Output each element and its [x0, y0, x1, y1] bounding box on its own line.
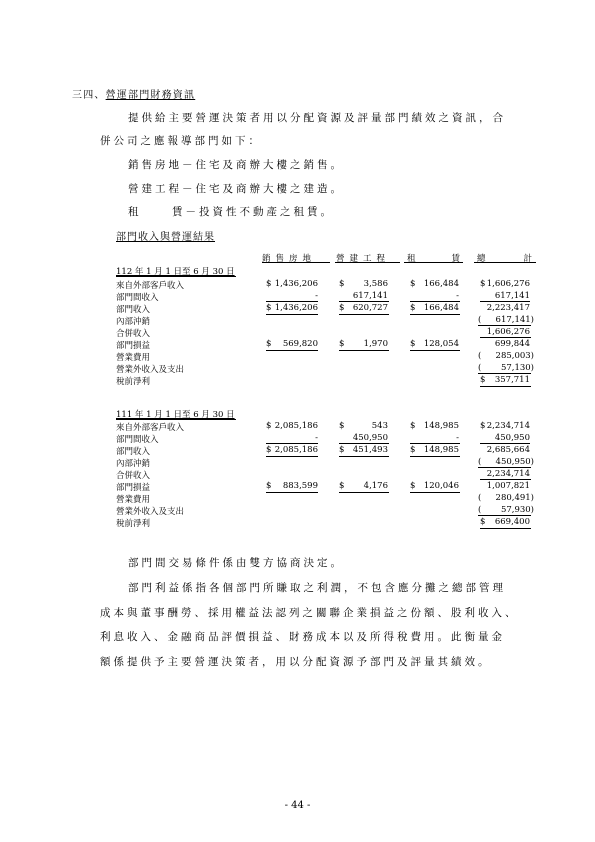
header-underline-1 — [262, 262, 330, 263]
cell-value: 699,844 — [494, 339, 530, 349]
double-line — [410, 350, 460, 351]
cell-paren: ( — [478, 505, 482, 515]
cell-dollar: $ — [480, 375, 486, 385]
cell-value: 280,491) — [495, 493, 534, 503]
cell-dollar: $ — [410, 481, 416, 491]
double-line — [266, 492, 318, 493]
cell-dollar: $ — [266, 445, 272, 455]
cell-dollar: $ — [480, 517, 486, 527]
cell-dollar: $ — [410, 445, 416, 455]
cell-value: 120,046 — [423, 481, 459, 491]
col-header-sales: 銷售房地 — [262, 254, 317, 264]
cell-value: 57,930) — [500, 505, 534, 515]
cell-value: - — [456, 291, 459, 301]
subtotal-line — [478, 467, 531, 468]
subtotal-line — [410, 443, 460, 444]
header-underline-4 — [474, 262, 536, 263]
section-title: 營運部門財務資訊 — [105, 90, 196, 101]
row-label: 部門間收入 — [116, 435, 159, 445]
double-line — [410, 456, 460, 457]
cell-value: - — [456, 433, 459, 443]
cell-value: 450,950) — [495, 457, 534, 467]
row-label: 來自外部客戶收入 — [116, 423, 185, 433]
row-label: 部門損益 — [116, 483, 151, 493]
double-line — [480, 528, 531, 529]
cell-value: 2,685,664 — [486, 445, 530, 455]
period-label-112: 112 年 1 月 1 日至 6 月 30 日 — [116, 267, 235, 277]
note-2-line-1: 部門利益係指各個部門所賺取之利潤，不包含應分攤之總部管理 — [128, 582, 506, 594]
row-label: 營業外收入及支出 — [116, 365, 185, 375]
double-line — [266, 314, 318, 315]
cell-value: 148,985 — [423, 445, 459, 455]
cell-dollar: $ — [480, 279, 486, 289]
cell-dollar: $ — [410, 279, 416, 289]
cell-dollar: $ — [410, 339, 416, 349]
double-line — [266, 350, 318, 351]
cell-value: 617,141) — [495, 315, 534, 325]
row-label: 合併收入 — [116, 471, 151, 481]
cell-value: 569,820 — [282, 339, 318, 349]
cell-value: 450,950 — [494, 433, 530, 443]
col-header-lease-text: 租賃 — [407, 254, 497, 264]
row-label: 來自外部客戶收入 — [116, 281, 185, 291]
cell-value: 451,493 — [352, 445, 388, 455]
double-line — [339, 350, 389, 351]
cell-value: - — [315, 433, 318, 443]
cell-dollar: $ — [266, 279, 272, 289]
row-label: 部門間收入 — [116, 293, 159, 303]
cell-dollar: $ — [339, 481, 345, 491]
row-label: 營業外收入及支出 — [116, 507, 185, 517]
cell-value: 617,141 — [352, 291, 388, 301]
cell-value: 669,400 — [494, 517, 530, 527]
subtotal-line — [480, 301, 530, 302]
cell-dollar: $ — [410, 303, 416, 313]
cell-dollar: $ — [266, 339, 272, 349]
row-label: 稅前淨利 — [116, 377, 151, 387]
double-line — [339, 314, 389, 315]
cell-value: 543 — [371, 421, 388, 431]
cell-paren: ( — [478, 457, 482, 467]
col-header-total-text: 總計 — [477, 254, 571, 264]
double-line — [410, 492, 460, 493]
cell-value: 57,130) — [500, 363, 534, 373]
cell-paren: ( — [478, 493, 482, 503]
cell-value: 1,436,206 — [274, 279, 318, 289]
cell-value: 2,234,714 — [486, 469, 530, 479]
cell-value: 166,484 — [423, 303, 459, 313]
cell-value: 1,606,276 — [486, 327, 530, 337]
row-label: 部門損益 — [116, 341, 151, 351]
row-label: 部門收入 — [116, 447, 151, 457]
cell-value: 1,436,206 — [274, 303, 318, 313]
double-line — [266, 456, 318, 457]
note-2-line-2: 成本與董事酬勞、採用權益法認列之關聯企業損益之份額、股利收入、 — [100, 607, 519, 619]
row-label: 合併收入 — [116, 329, 151, 339]
segment-lease-name: 租 — [128, 206, 142, 218]
cell-dollar: $ — [266, 303, 272, 313]
cell-value: - — [315, 291, 318, 301]
cell-dollar: $ — [480, 421, 486, 431]
cell-value: 3,586 — [363, 279, 388, 289]
intro-line-1: 提供給主要營運決策者用以分配資源及評量部門績效之資訊，合 — [128, 112, 506, 124]
row-label: 營業費用 — [116, 495, 151, 505]
header-underline-3 — [404, 262, 463, 263]
table-title: 部門收入與營運結果 — [116, 232, 215, 243]
cell-paren: ( — [478, 315, 482, 325]
subtotal-line — [339, 443, 389, 444]
col-header-construction: 營建工程 — [336, 254, 391, 264]
note-2-line-3: 利息收入、金融商品評價損益、財務成本以及所得稅費用。此衡量金 — [100, 631, 505, 643]
double-line — [480, 479, 531, 480]
cell-value: 148,985 — [423, 421, 459, 431]
cell-dollar: $ — [339, 445, 345, 455]
note-1: 部門間交易條件係由雙方協商決定。 — [128, 557, 344, 569]
subtotal-line — [410, 301, 460, 302]
subtotal-line — [266, 443, 318, 444]
double-line — [410, 314, 460, 315]
cell-dollar: $ — [339, 303, 345, 313]
period-underline — [116, 419, 236, 420]
period-label-111: 111 年 1 月 1 日至 6 月 30 日 — [116, 410, 235, 420]
header-underline-2 — [335, 262, 400, 263]
cell-paren: ( — [478, 351, 482, 361]
cell-value: 357,711 — [494, 375, 530, 385]
cell-dollar: $ — [266, 421, 272, 431]
cell-value: 620,727 — [352, 303, 388, 313]
row-label: 部門收入 — [116, 305, 151, 315]
cell-value: 4,176 — [363, 481, 388, 491]
section-number: 三四、 — [72, 90, 106, 101]
double-line — [339, 492, 389, 493]
cell-value: 128,054 — [423, 339, 459, 349]
subtotal-line — [478, 325, 531, 326]
cell-value: 2,223,417 — [486, 303, 530, 313]
cell-value: 1,606,276 — [486, 279, 530, 289]
cell-value: 166,484 — [423, 279, 459, 289]
cell-dollar: $ — [339, 279, 345, 289]
cell-value: 1,007,821 — [486, 481, 530, 491]
subtotal-line — [478, 515, 531, 516]
row-label: 營業費用 — [116, 353, 151, 363]
period-underline — [116, 276, 236, 277]
cell-dollar: $ — [266, 481, 272, 491]
cell-value: 883,599 — [282, 481, 318, 491]
intro-line-2: 併公司之應報導部門如下： — [100, 135, 262, 147]
cell-dollar: $ — [339, 421, 345, 431]
page-number: - 44 - — [284, 800, 311, 811]
cell-value: 2,085,186 — [274, 445, 318, 455]
double-line — [480, 386, 531, 387]
cell-dollar: $ — [410, 421, 416, 431]
cell-value: 450,950 — [352, 433, 388, 443]
cell-value: 1,970 — [363, 339, 388, 349]
cell-value: 285,003) — [495, 351, 534, 361]
section-heading — [72, 86, 195, 101]
cell-value: 2,234,714 — [486, 421, 530, 431]
segment-construction: 營建工程－住宅及商辦大樓之建造。 — [128, 183, 344, 195]
cell-value: 2,085,186 — [274, 421, 318, 431]
cell-dollar: $ — [339, 339, 345, 349]
subtotal-line — [339, 301, 389, 302]
double-line — [339, 456, 389, 457]
subtotal-line — [480, 443, 530, 444]
segment-sales: 銷售房地－住宅及商辦大樓之銷售。 — [128, 159, 344, 171]
row-label: 內部沖銷 — [116, 459, 151, 469]
note-2-line-4: 額係提供予主要營運決策者，用以分配資源予部門及評量其績效。 — [100, 656, 492, 668]
row-label: 稅前淨利 — [116, 519, 151, 529]
double-line — [480, 337, 531, 338]
subtotal-line — [266, 301, 318, 302]
cell-value: 617,141 — [494, 291, 530, 301]
subtotal-line — [478, 373, 531, 374]
segment-lease: 賃－投資性不動產之租賃。 — [172, 206, 334, 218]
row-label: 內部沖銷 — [116, 317, 151, 327]
cell-paren: ( — [478, 363, 482, 373]
